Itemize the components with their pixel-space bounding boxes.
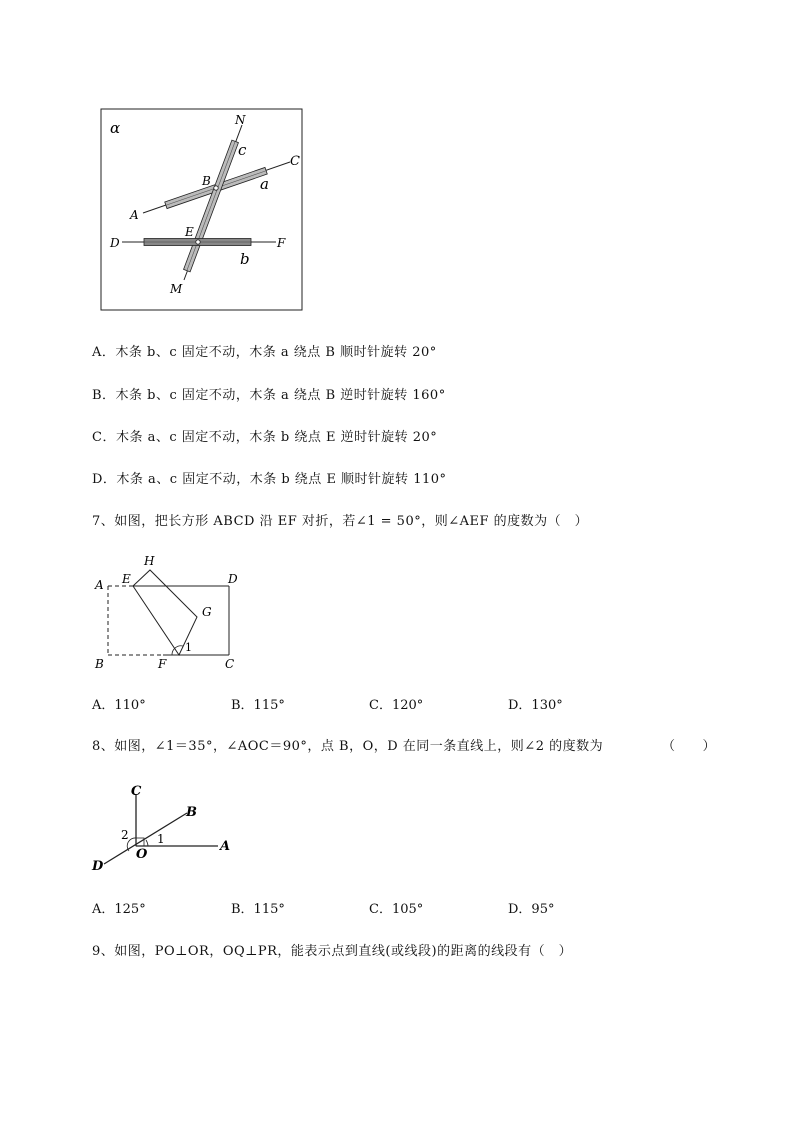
folded-rectangle-figure bbox=[0, 550, 794, 680]
label-g: G bbox=[202, 605, 212, 619]
q8-option-c: C．105° bbox=[369, 902, 424, 917]
label-b: B bbox=[186, 805, 197, 820]
label-c: C bbox=[225, 657, 235, 671]
label-a-strip: a bbox=[260, 175, 269, 193]
q7-option-c: C．120° bbox=[369, 698, 424, 713]
strip-c bbox=[184, 140, 239, 272]
angles-figure bbox=[0, 778, 794, 878]
label-a: A bbox=[220, 839, 231, 854]
label-c-strip: c bbox=[238, 141, 247, 159]
label-a-point: A bbox=[130, 208, 139, 222]
q7-option-a: A．110° bbox=[92, 698, 146, 713]
q8-option-b: B．115° bbox=[231, 902, 285, 917]
label-o: O bbox=[136, 847, 148, 862]
q6-option-b: B．木条 b、c 固定不动，木条 a 绕点 B 逆时针旋转 160° bbox=[92, 388, 446, 403]
label-b-strip: b bbox=[240, 250, 250, 268]
label-c-point: C bbox=[290, 154, 300, 169]
label-d-point: D bbox=[110, 236, 120, 250]
q8-option-d: D．95° bbox=[508, 902, 555, 917]
label-m-point: M bbox=[170, 282, 183, 296]
label-d: D bbox=[92, 859, 104, 874]
q7-option-b: B．115° bbox=[231, 698, 285, 713]
nail-b bbox=[214, 186, 218, 190]
q8-stem-text: 8、如图，∠1＝35°，∠AOC＝90°，点 B，O，D 在同一条直线上，则∠2 的度数为 bbox=[92, 739, 604, 754]
label-b-point: B bbox=[202, 174, 211, 188]
label-2: 2 bbox=[121, 828, 129, 842]
q7-stem: 7、如图，把长方形 ABCD 沿 EF 对折，若∠1 = 50°，则∠AEF 的度数为（ ） bbox=[92, 514, 589, 529]
angle-1-arc bbox=[146, 840, 148, 846]
q8-option-a: A．125° bbox=[92, 902, 146, 917]
q9-stem: 9、如图，PO⊥OR，OQ⊥PR，能表示点到直线(或线段)的距离的线段有（ ） bbox=[92, 944, 573, 959]
label-h: H bbox=[144, 554, 155, 568]
q7-option-d: D．130° bbox=[508, 698, 563, 713]
wooden-strips-figure bbox=[0, 0, 794, 320]
label-e: E bbox=[122, 572, 131, 586]
label-d: D bbox=[228, 572, 238, 586]
label-b: B bbox=[95, 657, 104, 671]
nail-e bbox=[196, 240, 200, 244]
plane-label: α bbox=[110, 119, 121, 137]
label-a: A bbox=[95, 578, 104, 592]
q6-option-d: D．木条 a、c 固定不动，木条 b 绕点 E 顺时针旋转 110° bbox=[92, 472, 447, 487]
q8-stem bbox=[92, 738, 603, 756]
q6-option-a: A．木条 b、c 固定不动，木条 a 绕点 B 顺时针旋转 20° bbox=[92, 345, 437, 360]
q8-paren: （ ） bbox=[662, 739, 717, 754]
label-c: C bbox=[131, 784, 142, 799]
label-f: F bbox=[158, 657, 167, 671]
label-e-point: E bbox=[185, 225, 194, 239]
label-f-point: F bbox=[277, 236, 286, 250]
label-1: 1 bbox=[185, 641, 192, 654]
label-1: 1 bbox=[157, 832, 165, 846]
label-n: N bbox=[235, 113, 246, 127]
q6-option-c: C．木条 a、c 固定不动，木条 b 绕点 E 逆时针旋转 20° bbox=[92, 430, 438, 445]
